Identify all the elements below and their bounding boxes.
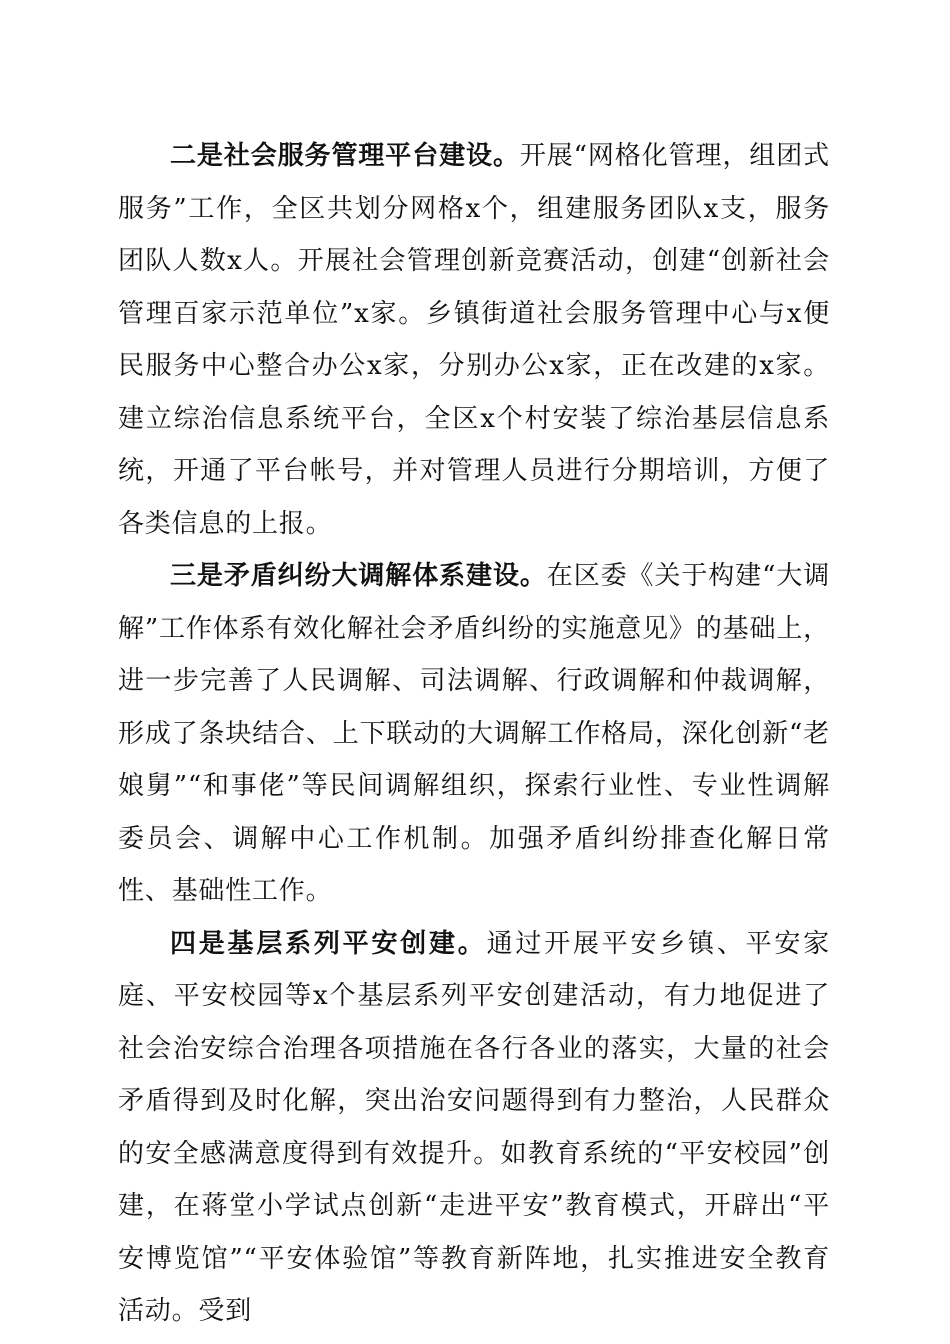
paragraph-mediation-system	[118, 550, 830, 918]
paragraph-grassroots-safety	[118, 918, 830, 1338]
paragraph-body: 开展“网格化管理，组团式服务”工作，全区共划分网格x个，组建服务团队x支，服务团队人数x人。开展社会管理创新竞赛活动，创建“创新社会管理百家示范单位”x家。乡镇街道社会服务管理中心与x便民服务中心整合办公x家，分别办公x家，正在改建的x家。建立综治信息系统平台，全区x个村安装了综治基层信息系统，开通了平台帐号，并对管理人员进行分期培训，方便了各类信息的上报。	[118, 141, 830, 539]
paragraph-social-service-platform	[118, 130, 830, 550]
paragraph-heading: 三是矛盾纠纷大调解体系建设。	[170, 561, 547, 591]
document-page	[118, 130, 830, 1338]
paragraph-heading: 四是基层系列平安创建。	[170, 928, 487, 959]
paragraph-heading: 二是社会服务管理平台建设。	[170, 141, 520, 171]
paragraph-body: 在区委《关于构建“大调解”工作体系有效化解社会矛盾纠纷的实施意见》的基础上，进一步完善了人民调解、司法调解、行政调解和仲裁调解，形成了条块结合、上下联动的大调解工作格局，深化创新“老娘舅”“和事佬”等民间调解组织，探索行业性、专业性调解委员会、调解中心工作机制。加强矛盾纠纷排查化解日常性、基础性工作。	[118, 561, 830, 906]
paragraph-body: 通过开展平安乡镇、平安家庭、平安校园等x个基层系列平安创建活动，有力地促进了社会治安综合治理各项措施在各行各业的落实，大量的社会矛盾得到及时化解，突出治安问题得到有力整治，人民群众的安全感满意度得到有效提升。如教育系统的“平安校园”创建，在蒋堂小学试点创新“走进平安”教育模式，开辟出“平安博览馆”“平安体验馆”等教育新阵地，扎实推进安全教育活动。受到	[118, 928, 830, 1326]
